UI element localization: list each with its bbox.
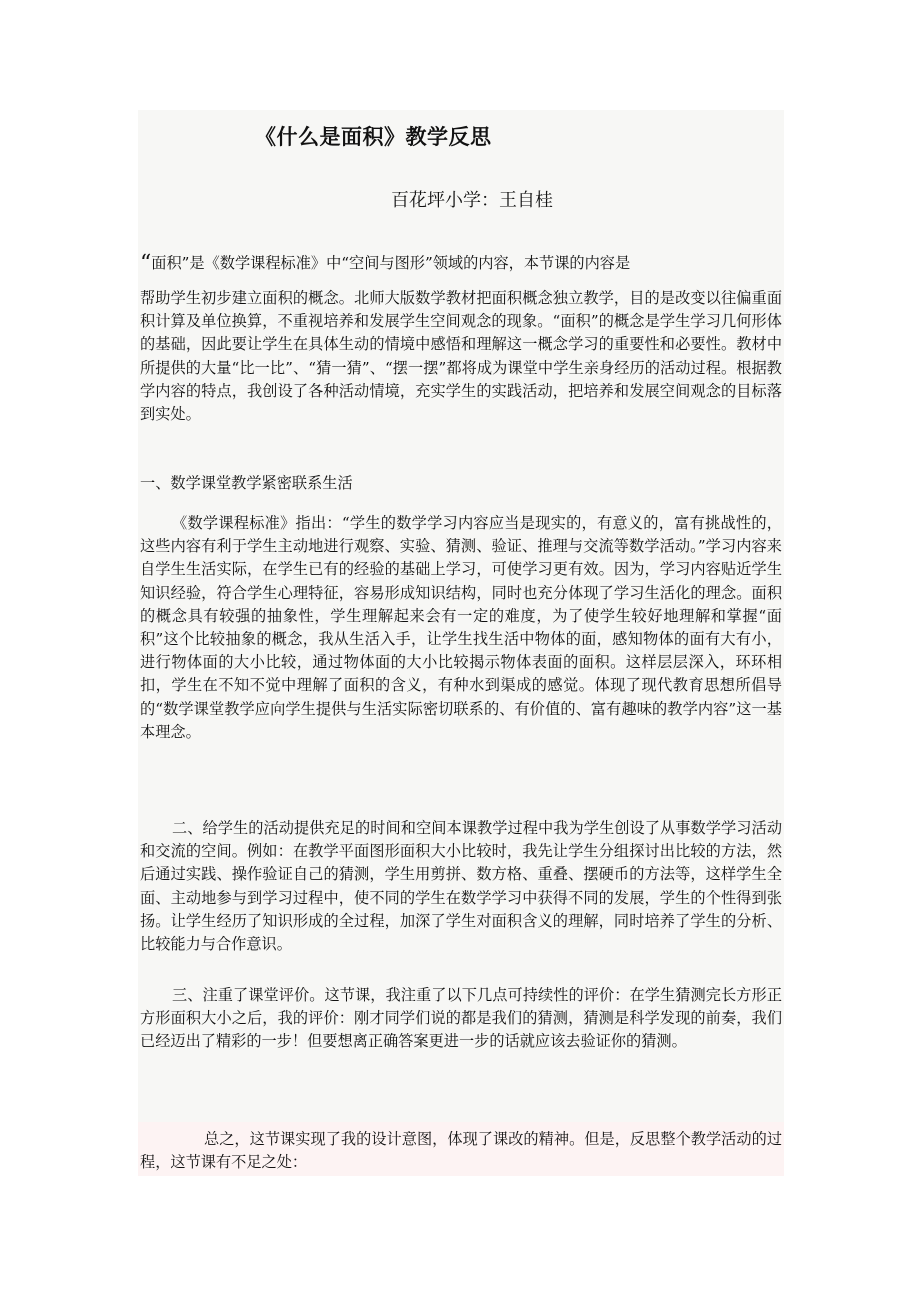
intro-first-line	[140, 251, 782, 276]
intro-paragraph: 帮助学生初步建立面积的概念。北师大版数学教材把面积概念独立教学，目的是改变以往偏重面积计算及单位换算，不重视培养和发展学生空间观念的现象。“面积”的概念是学生学习几何形体的基础，因此要让学生在具体生动的情境中感悟和理解这一概念学习的重要性和必要性。教材中所提供的大量“比一比”、“猜一猜”、“摆一摆”都将成为课堂中学生亲身经历的活动过程。根据教学内容的特点，我创设了各种活动情境，充实学生的实践活动，把培养和发展空间观念的目标落到实处。	[140, 289, 782, 424]
intro-first-line-text: 面积”是《数学课程标准》中“空间与图形”领域的内容，本节课的内容是	[151, 254, 631, 272]
conclusion-paragraph: 总之，这节课实现了我的设计意图，体现了课改的精神。但是，反思整个教学活动的过程，这节课有不足之处：	[140, 1130, 782, 1172]
section1-heading: 一、数学课堂教学紧密联系生活	[140, 474, 353, 492]
section1-paragraph: 《数学课程标准》指出：“学生的数学学习内容应当是现实的，有意义的，富有挑战性的，这些内容有利于学生主动地进行观察、实验、猜测、验证、推理与交流等数学活动。”学习内容来自学生生活实际，在学生已有的经验的基础上学习，可使学习更有效。因为，学习内容贴近学生知识经验，符合学生心理特征，容易形成知识结构，同时也充分体现了学习生活化的理念。面积的概念具有较强的抽象性，学生理解起来会有一定的难度，为了使学生较好地理解和掌握“面积”这个比较抽象的概念，我从生活入手，让学生找生活中物体的面，感知物体的面有大有小，进行物体面的大小比较，通过物体面的大小比较揭示物体表面的面积。这样层层深入，环环相扣，学生在不知不觉中理解了面积的含义，有种水到渠成的感觉。体现了现代教育思想所倡导的“数学课堂教学应向学生提供与生活实际密切联系的、有价值的、富有趣味的教学内容”这一基本理念。	[140, 514, 782, 741]
section2-paragraph: 二、给学生的活动提供充足的时间和空间本课教学过程中我为学生创设了从事数学学习活动和交流的空间。例如：在教学平面图形面积大小比较时，我先让学生分组探讨出比较的方法，然后通过实践、操作验证自己的猜测，学生用剪拼、数方格、重叠、摆硬币的方法等，这样学生全面、主动地参与到学习过程中，使不同的学生在数学学习中获得不同的发展，学生的个性得到张扬。让学生经历了知识形成的全过程，加深了学生对面积含义的理解，同时培养了学生的分析、比较能力与合作意识。	[140, 819, 782, 954]
author-line: 百花坪小学：王自桂	[391, 190, 553, 211]
section3-paragraph: 三、注重了课堂评价。这节课，我注重了以下几点可持续性的评价：在学生猜测完长方形正方形面积大小之后，我的评价：刚才同学们说的都是我们的猜测，猜测是科学发现的前奏，我们已经迈出了精彩的一步！但要想离正确答案更进一步的话就应该去验证你的猜测。	[140, 986, 782, 1051]
document-title: 《什么是面积》教学反思	[255, 124, 492, 149]
opening-quote: “	[140, 251, 152, 276]
